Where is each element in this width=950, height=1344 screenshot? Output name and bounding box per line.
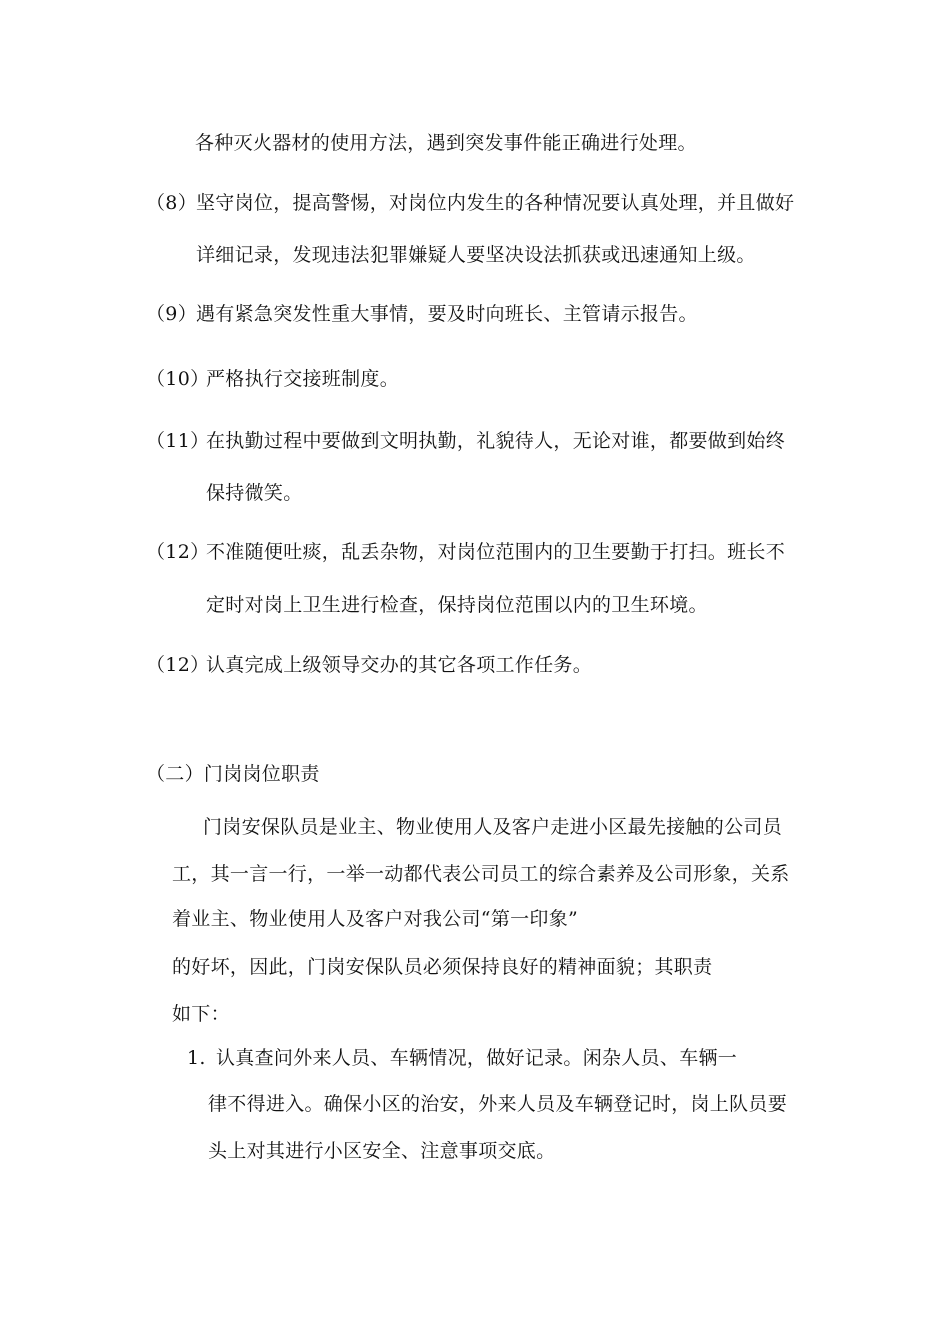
duty-item-11-line-1: 在执勤过程中要做到文明执勤，礼貌待人，无论对谁，都要做到始终: [206, 430, 786, 452]
duty-item-10-number: （10）: [146, 368, 210, 390]
duty-item-11-line-2: 保持微笑。: [206, 482, 303, 504]
duty-item-12-line-2: 定时对岗上卫生进行检查，保持岗位范围以内的卫生环境。: [206, 594, 708, 616]
numbered-item-1-line-2: 律不得进入。确保小区的治安，外来人员及车辆登记时，岗上队员要: [208, 1093, 788, 1115]
numbered-item-1-line-3: 头上对其进行小区安全、注意事项交底。: [208, 1140, 556, 1162]
section-heading: （二）门岗岗位职责: [146, 763, 320, 785]
intro-line-2: 工，其一言一行，一举一动都代表公司员工的综合素养及公司形象，关系: [172, 863, 790, 885]
duty-item-9-number: （9）: [146, 303, 197, 325]
duty-item-8-line-2: 详细记录，发现违法犯罪嫌疑人要坚决设法抓获或迅速通知上级。: [196, 244, 756, 266]
duty-item-12b-line-1: 认真完成上级领导交办的其它各项工作任务。: [206, 654, 593, 676]
duty-item-12-number: （12）: [146, 541, 210, 563]
intro-line-5: 如下：: [172, 1003, 230, 1025]
intro-line-3: 着业主、物业使用人及客户对我公司“第一印象”: [172, 908, 579, 930]
intro-line-1: 门岗安保队员是业主、物业使用人及客户走进小区最先接触的公司员: [203, 816, 783, 838]
duty-item-12-line-1: 不准随便吐痰，乱丢杂物，对岗位范围内的卫生要勤于打扫。班长不: [206, 541, 786, 563]
continuation-line: 各种灭火器材的使用方法，遇到突发事件能正确进行处理。: [195, 132, 697, 154]
duty-item-10-line-1: 严格执行交接班制度。: [206, 368, 400, 390]
duty-item-12b-number: （12）: [146, 654, 210, 676]
intro-line-4: 的好坏，因此，门岗安保队员必须保持良好的精神面貌；其职责: [172, 956, 713, 978]
duty-item-8-line-1: 坚守岗位，提高警惕，对岗位内发生的各种情况要认真处理，并且做好: [196, 192, 795, 214]
duty-item-8-number: （8）: [146, 192, 197, 214]
numbered-item-1-number: 1.: [187, 1047, 206, 1069]
duty-item-11-number: （11）: [146, 430, 210, 452]
duty-item-9-line-1: 遇有紧急突发性重大事情，要及时向班长、主管请示报告。: [196, 303, 698, 325]
numbered-item-1-line-1: 认真查问外来人员、车辆情况，做好记录。闲杂人员、车辆一: [216, 1047, 738, 1069]
